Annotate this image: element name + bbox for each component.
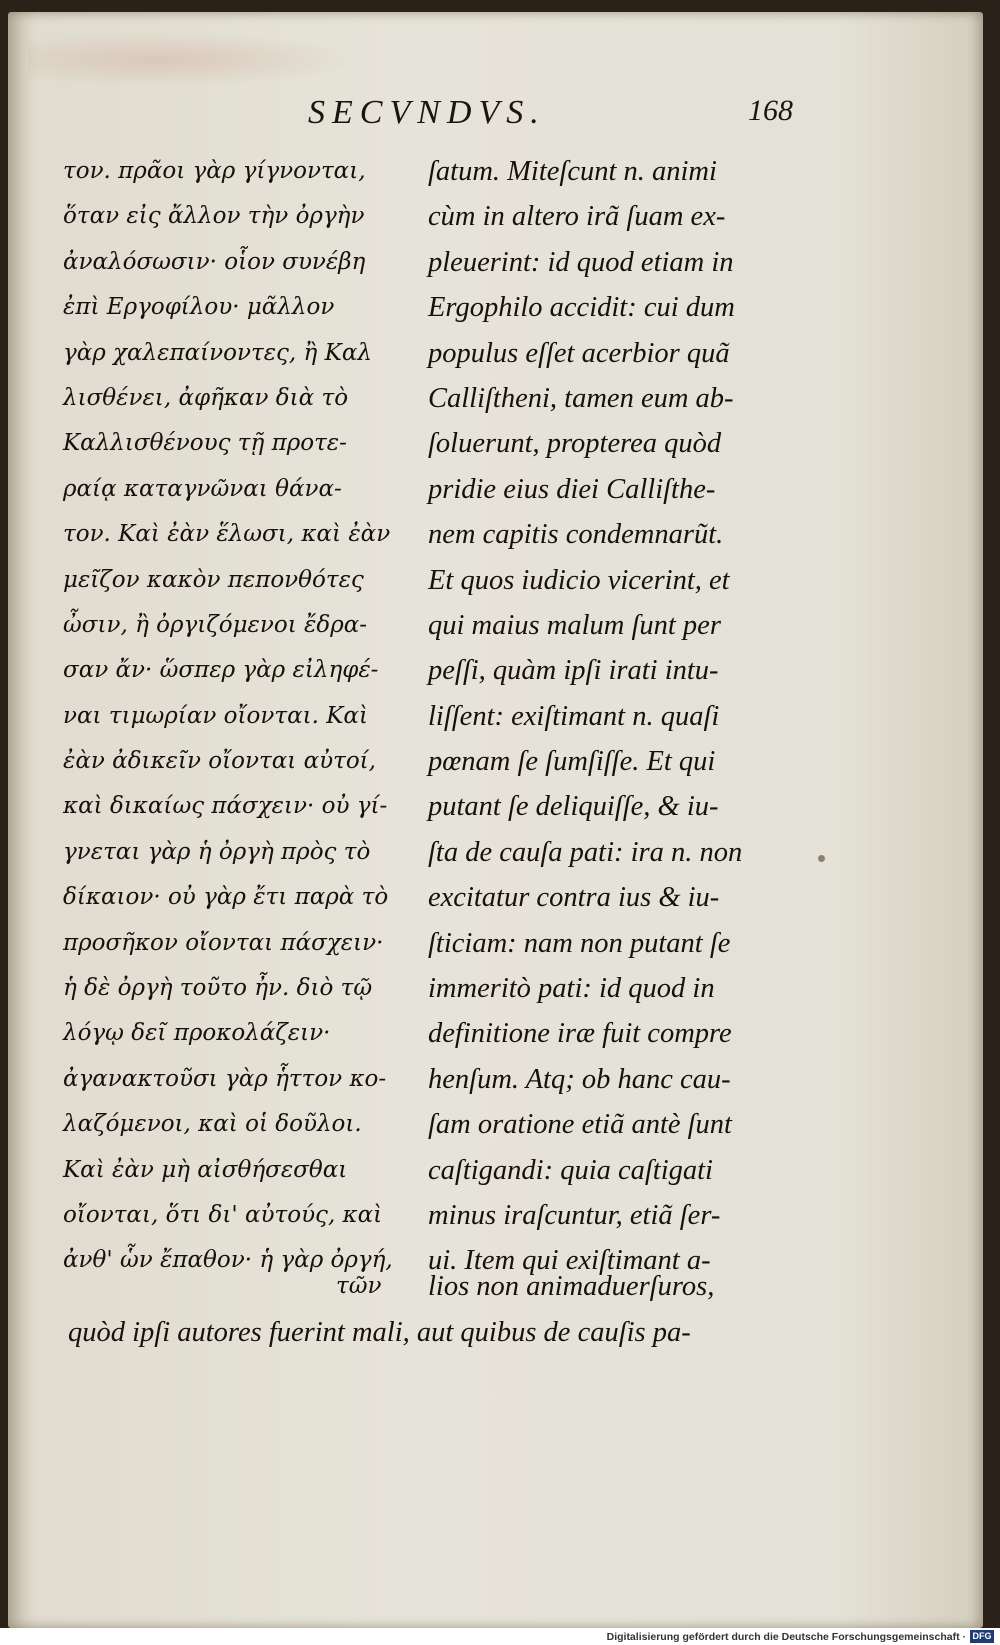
text-line: peſſi, quàm ipſi irati intu- [428, 655, 719, 687]
footer-credit: Digitalisierung gefördert durch die Deutsche Forschungsgemeinschaft · [606, 1631, 966, 1643]
text-line: minus iraſcuntur, etiã ſer- [428, 1199, 721, 1231]
text-line: definitione iræ fuit compre [428, 1018, 732, 1050]
text-line: pleuerint: id quod etiam in [428, 246, 734, 278]
text-line: Et quos iudicio vicerint, et [428, 564, 730, 596]
text-line: ἀναλόσωσιν· οἷον συνέβη [63, 248, 366, 275]
text-line: δίκαιον· οὐ γὰρ ἔτι παρὰ τὸ [63, 884, 389, 911]
text-line: γὰρ χαλεπαίνοντες, ἢ Καλ [63, 339, 372, 366]
text-line: ſta de cauſa pati: ira n. non [428, 836, 743, 868]
text-line: γνεται γὰρ ἡ ὀργὴ πρὸς τὸ [63, 838, 371, 865]
ink-spot [818, 855, 825, 862]
text-line: ἐὰν ἀδικεῖν οἴονται αὐτοί, [63, 748, 376, 775]
latin-text-column [428, 149, 808, 1284]
text-line: ſatum. Miteſcunt n. animi [428, 156, 717, 187]
text-line: pridie eius diei Calliſthe- [428, 473, 716, 505]
text-line: τον. Καὶ ἐὰν ἕλωσι, καὶ ἐὰν [63, 521, 391, 548]
text-line: καὶ δικαίως πάσχειν· οὐ γί- [63, 793, 388, 820]
text-line: immeritò pati: id quod in [428, 973, 715, 1005]
text-line: ναι τιμωρίαν οἴονται. Καὶ [63, 702, 368, 729]
text-line: nem capitis condemnarũt. [428, 519, 724, 551]
text-line: Καὶ ἐὰν μὴ αἰσθήσεσθαι [63, 1156, 348, 1183]
text-line: Calliſtheni, tamen eum ab- [428, 382, 734, 414]
text-line: ſticiam: nam non putant ſe [428, 927, 731, 959]
text-line: τον. πρᾶοι γὰρ γίγνονται, [63, 158, 366, 184]
text-line: excitatur contra ius & iu- [428, 882, 720, 914]
text-line: μεῖζον κακὸν πεπονθότες [63, 566, 364, 593]
text-line: ὦσιν, ἢ ὀργιζόμενοι ἔδρα- [63, 611, 368, 638]
greek-text-column [63, 149, 413, 1284]
text-line: qui maius malum ſunt per [428, 609, 721, 641]
text-line: henſum. Atq; ob hanc cau- [428, 1063, 731, 1095]
latin-last-line: lios non animaduerſuros, [428, 1271, 715, 1302]
text-line: liſſent: exiſtimant n. quaſi [428, 700, 720, 732]
text-line: ui. Item qui exiſtimant a- [428, 1245, 711, 1277]
text-line: cùm in altero irã ſuam ex- [428, 201, 726, 233]
text-line: ραίᾳ καταγνῶναι θάνα- [63, 475, 342, 502]
text-line: pœnam ſe ſumſiſſe. Et qui [428, 746, 716, 778]
dfg-logo: DFG [970, 1630, 994, 1643]
text-line: σαν ἄν· ὥσπερ γὰρ εἰληφέ- [63, 657, 379, 684]
text-line: ἀνθ' ὧν ἔπαθον· ἡ γὰρ ὀργή, [63, 1247, 393, 1274]
full-width-line: quòd ipſi autores fuerint mali, aut quibus de cauſis pa- [68, 1317, 691, 1348]
text-line: ἡ δὲ ὀργὴ τοῦτο ἦν. διὸ τῷ [63, 975, 373, 1002]
text-line: οἴονται, ὅτι δι' αὐτούς, καὶ [63, 1201, 383, 1228]
text-line: Ergophilo accidit: cui dum [428, 292, 735, 324]
text-line: λόγῳ δεῖ προκολάζειν· [63, 1020, 331, 1047]
text-line: ἀγανακτοῦσι γὰρ ἧττον κο- [63, 1065, 387, 1092]
text-line: putant ſe deliquiſſe, & iu- [428, 791, 719, 823]
text-line: λαζόμενοι, καὶ οἱ δοῦλοι. [63, 1111, 362, 1138]
text-line: προσῆκον οἴονται πάσχειν· [63, 929, 384, 956]
text-line: ſoluerunt, propterea quòd [428, 428, 722, 460]
text-line: Καλλισθένους τῇ προτε- [63, 430, 347, 457]
text-line: λισθένει, ἀφῆκαν διὰ τὸ [63, 384, 349, 411]
foxing-stain [28, 32, 358, 87]
text-line: ἐπὶ Εργοφίλου· μᾶλλον [63, 294, 335, 321]
greek-catchword: τῶν [336, 1273, 382, 1299]
book-page [8, 12, 983, 1628]
page-header [8, 90, 983, 150]
text-line: caſtigandi: quia caſtigati [428, 1154, 713, 1186]
text-line: ὅταν εἰς ἄλλον τὴν ὀργὴν [63, 203, 365, 230]
text-line: ſam oratione etiã antè ſunt [428, 1109, 732, 1141]
text-line: populus eſſet acerbior quã [428, 337, 730, 369]
running-head: SECVNDVS. [308, 94, 546, 131]
page-number: 168 [748, 94, 793, 127]
